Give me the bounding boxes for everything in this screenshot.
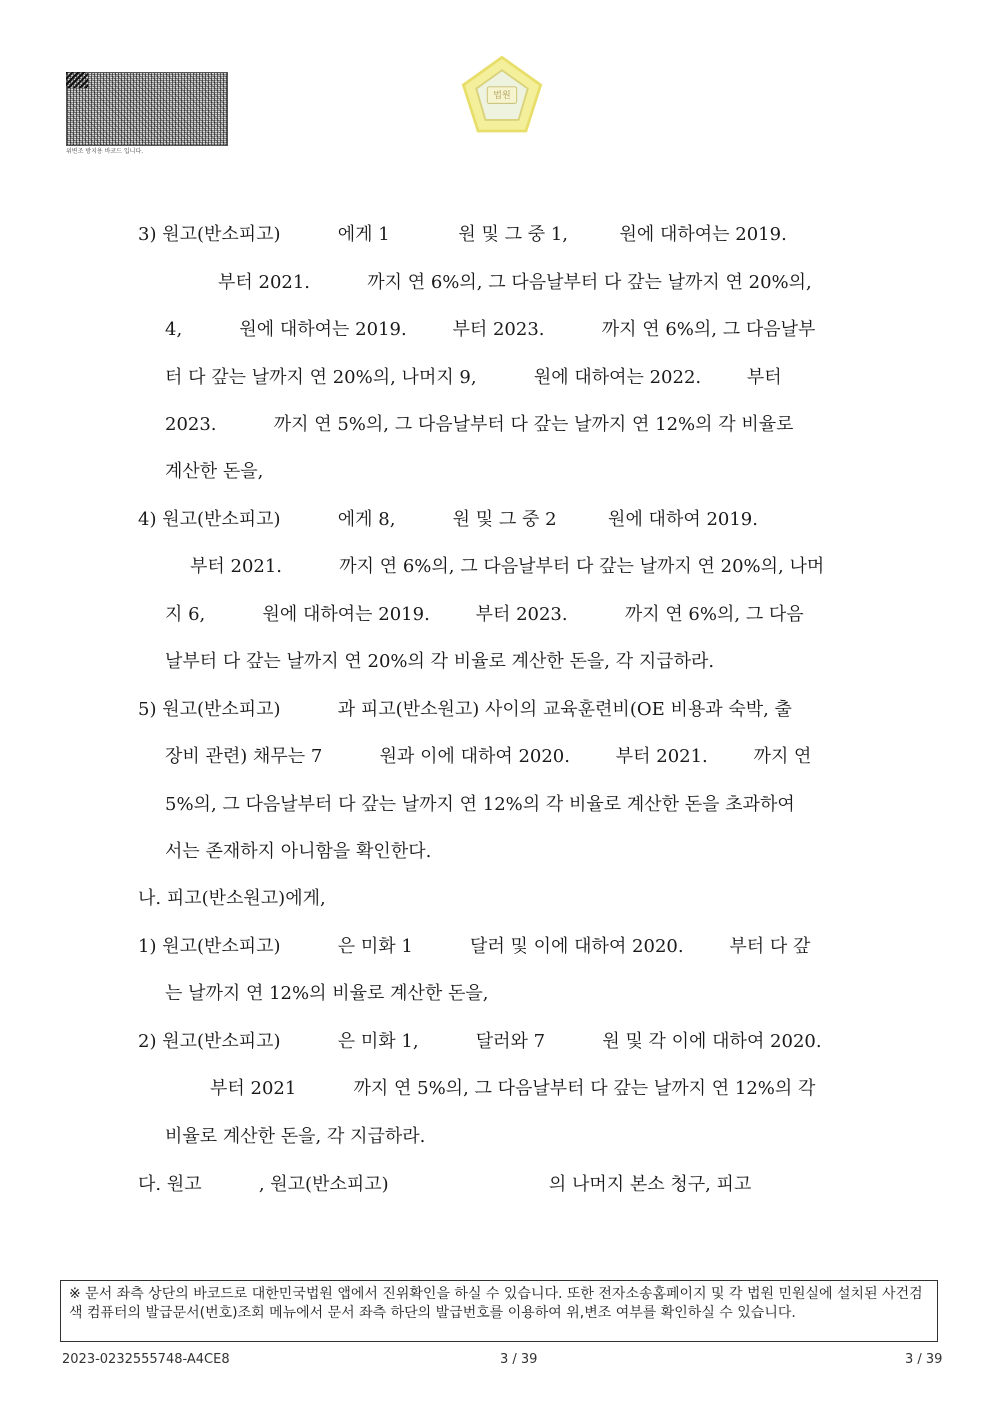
body-line: 나. 피고(반소원고)에게, (138, 888, 326, 909)
page-number-center: 3 / 39 (500, 1352, 538, 1367)
body-line: 계산한 돈을, (165, 461, 264, 482)
body-line: 1) 원고(반소피고) 은 미화 1 달러 및 이에 대하여 2020. 부터 다 갚 (138, 936, 811, 957)
body-line: 는 날까지 연 12%의 비율로 계산한 돈을, (165, 983, 489, 1004)
page-number-right: 3 / 39 (905, 1352, 943, 1367)
body-line: 2) 원고(반소피고) 은 미화 1, 달러와 7 원 및 각 이에 대하여 2020. (138, 1031, 822, 1052)
emblem-label: 법원 (493, 91, 511, 101)
barcode-caption: 위변조 방지용 바코드 입니다. (66, 148, 144, 155)
body-line: 지 6, 원에 대하여는 2019. 부터 2023. 까지 연 6%의, 그 다음 (165, 604, 804, 625)
body-line: 서는 존재하지 아니함을 확인한다. (165, 841, 432, 862)
verification-notice: ※ 문서 좌측 상단의 바코드로 대한민국법원 앱에서 진위확인을 하실 수 있습니다. 또한 전자소송홈페이지 및 각 법원 민원실에 설치된 사건검색 컴퓨터의 발급문서(번호)조회 메뉴에서 문서 좌측 하단의 발급번호를 이용하여 위,변조 여부를 확인하실 수 있습니다. (60, 1280, 938, 1342)
body-line: 5) 원고(반소피고) 과 피고(반소원고) 사이의 교육훈련비(OE 비용과 숙박, 출 (138, 699, 792, 720)
body-line: 장비 관련) 채무는 7 원과 이에 대하여 2020. 부터 2021. 까지 연 (165, 746, 812, 767)
body-line: 비율로 계산한 돈을, 각 지급하라. (165, 1126, 426, 1147)
issue-number: 2023-0232555748-A4CE8 (62, 1352, 230, 1367)
body-line: 다. 원고 , 원고(반소피고) 의 나머지 본소 청구, 피고 (138, 1174, 752, 1195)
body-line: 2023. 까지 연 5%의, 그 다음날부터 다 갚는 날까지 연 12%의 각 비율로 (165, 414, 794, 435)
body-line: 부터 2021. 까지 연 6%의, 그 다음날부터 다 갚는 날까지 연 20%의, 나머 (190, 556, 825, 577)
body-line: 3) 원고(반소피고) 에게 1 원 및 그 중 1, 원에 대하여는 2019. (138, 224, 787, 245)
body-line: 터 다 갚는 날까지 연 20%의, 나머지 9, 원에 대하여는 2022. 부터 (165, 367, 782, 388)
body-line: 부터 2021. 까지 연 6%의, 그 다음날부터 다 갚는 날까지 연 20%의, (218, 272, 812, 293)
body-line: 5%의, 그 다음날부터 다 갚는 날까지 연 12%의 각 비율로 계산한 돈을 초과하여 (165, 794, 795, 815)
body-line: 부터 2021 까지 연 5%의, 그 다음날부터 다 갚는 날까지 연 12%의 각 (210, 1078, 816, 1099)
barcode-image (66, 72, 228, 146)
body-line: 4, 원에 대하여는 2019. 부터 2023. 까지 연 6%의, 그 다음날부 (165, 319, 816, 340)
body-line: 날부터 다 갚는 날까지 연 20%의 각 비율로 계산한 돈을, 각 지급하라. (165, 651, 715, 672)
barcode-icon (66, 72, 88, 88)
body-line: 4) 원고(반소피고) 에게 8, 원 및 그 중 2 원에 대하여 2019. (138, 509, 758, 530)
